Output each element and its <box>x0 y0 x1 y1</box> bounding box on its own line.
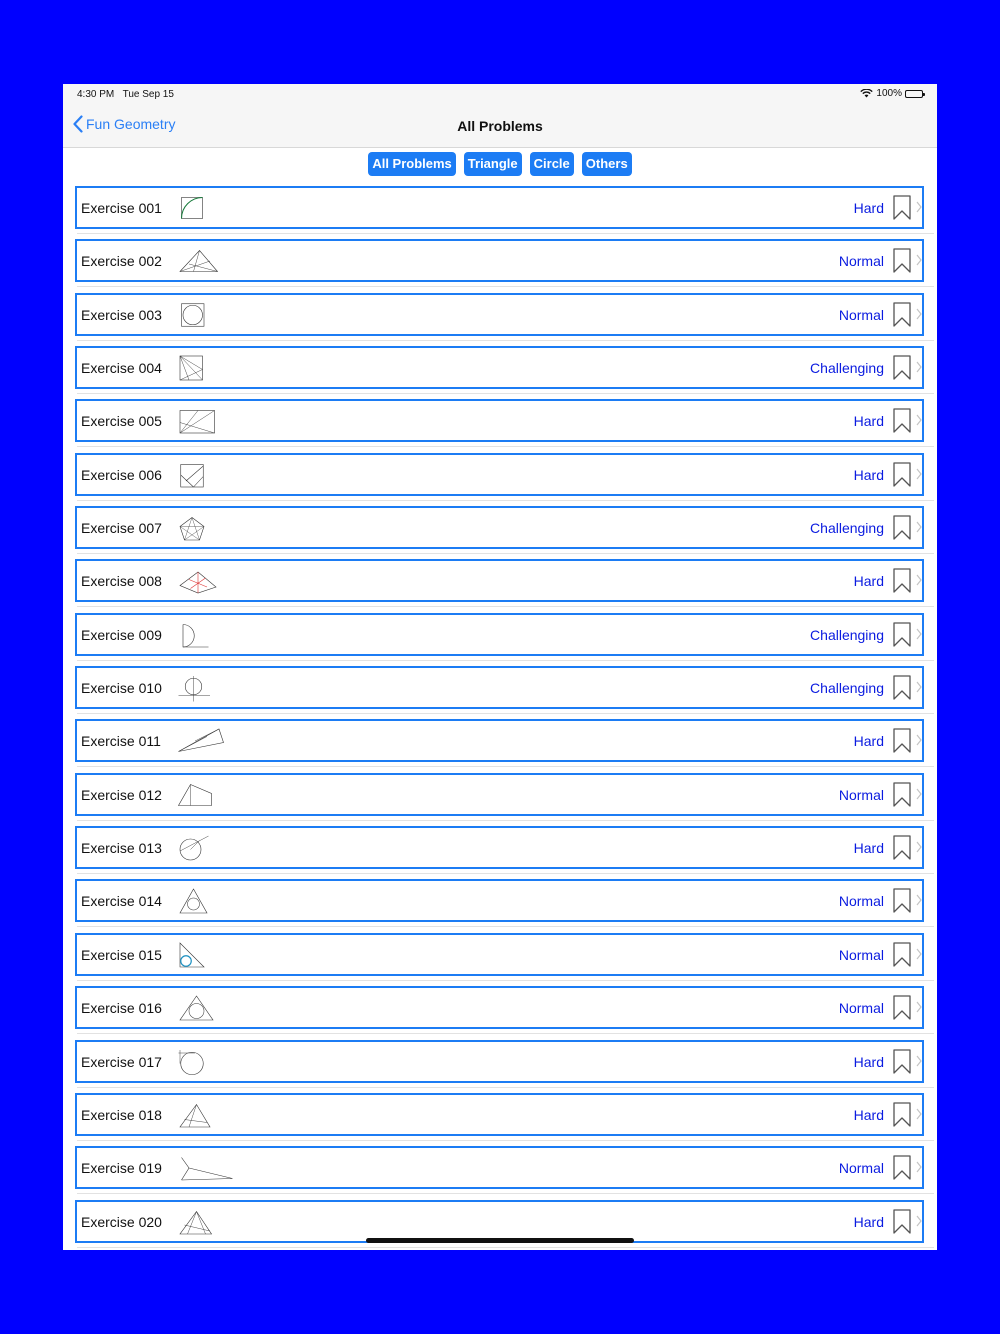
exercise-title: Exercise 019 <box>81 1160 162 1177</box>
filter-bar <box>63 152 937 176</box>
chevron-right-icon <box>916 788 922 800</box>
list-item[interactable] <box>75 186 924 229</box>
ipad-screen <box>63 84 937 1250</box>
exercise-title: Exercise 008 <box>81 573 162 590</box>
back-label: Fun Geometry <box>86 116 176 132</box>
exercise-title: Exercise 002 <box>81 253 162 270</box>
date-text: Tue Sep 15 <box>122 89 174 100</box>
exercise-title: Exercise 010 <box>81 680 162 697</box>
list-item[interactable] <box>75 826 924 869</box>
exercise-title: Exercise 009 <box>81 626 162 643</box>
geometry-diagram-icon <box>177 1150 237 1186</box>
difficulty-label: Hard <box>853 733 884 750</box>
geometry-diagram-icon <box>177 297 237 333</box>
geometry-diagram-icon <box>177 510 237 546</box>
wifi-icon <box>860 89 873 98</box>
bookmark-icon[interactable] <box>892 302 912 328</box>
list-item[interactable] <box>75 933 924 976</box>
bookmark-icon[interactable] <box>892 782 912 808</box>
chevron-right-icon <box>916 361 922 373</box>
geometry-diagram-icon <box>177 723 237 759</box>
status-right <box>860 88 923 99</box>
list-item[interactable] <box>75 1040 924 1083</box>
chevron-right-icon <box>916 681 922 693</box>
difficulty-label: Normal <box>838 1000 884 1017</box>
bookmark-icon[interactable] <box>892 1209 912 1235</box>
exercise-title: Exercise 016 <box>81 1000 162 1017</box>
bookmark-icon[interactable] <box>892 515 912 541</box>
difficulty-label: Hard <box>853 1213 884 1230</box>
exercise-title: Exercise 001 <box>81 200 162 216</box>
list-item[interactable] <box>75 719 924 762</box>
battery-percent: 100% <box>876 88 902 99</box>
list-item[interactable] <box>75 453 924 496</box>
filter-others[interactable]: Others <box>582 152 632 176</box>
difficulty-label: Challenging <box>810 360 884 377</box>
exercise-title: Exercise 004 <box>81 360 162 377</box>
chevron-right-icon <box>916 574 922 586</box>
bookmark-icon[interactable] <box>892 1049 912 1075</box>
geometry-diagram-icon <box>177 670 237 706</box>
bookmark-icon[interactable] <box>892 568 912 594</box>
exercise-title: Exercise 018 <box>81 1106 162 1123</box>
chevron-right-icon <box>916 1215 922 1227</box>
difficulty-label: Hard <box>853 1106 884 1123</box>
status-bar <box>63 84 937 106</box>
difficulty-label: Hard <box>853 413 884 430</box>
list-item[interactable] <box>75 666 924 709</box>
exercise-title: Exercise 007 <box>81 520 162 537</box>
bookmark-icon[interactable] <box>892 995 912 1021</box>
geometry-diagram-icon <box>177 457 237 493</box>
bookmark-icon[interactable] <box>892 728 912 754</box>
chevron-right-icon <box>916 948 922 960</box>
bookmark-icon[interactable] <box>892 1102 912 1128</box>
bookmark-icon[interactable] <box>892 888 912 914</box>
chevron-right-icon <box>916 254 922 266</box>
geometry-diagram-icon <box>177 1044 237 1080</box>
bookmark-icon[interactable] <box>892 622 912 648</box>
geometry-diagram-icon <box>177 350 237 386</box>
exercise-title: Exercise 003 <box>81 306 162 323</box>
bookmark-icon[interactable] <box>892 248 912 274</box>
exercise-title: Exercise 005 <box>81 413 162 430</box>
difficulty-label: Normal <box>838 786 884 803</box>
difficulty-label: Normal <box>838 1160 884 1177</box>
chevron-right-icon <box>916 308 922 320</box>
geometry-diagram-icon <box>177 243 237 279</box>
bookmark-icon[interactable] <box>892 1155 912 1181</box>
problem-list <box>75 186 924 1250</box>
geometry-diagram-icon <box>177 883 237 919</box>
difficulty-label: Hard <box>853 466 884 483</box>
geometry-diagram-icon <box>177 403 237 439</box>
status-time <box>77 89 174 100</box>
list-item[interactable] <box>75 773 924 816</box>
exercise-title: Exercise 013 <box>81 840 162 857</box>
list-item[interactable] <box>75 346 924 389</box>
chevron-right-icon <box>916 1108 922 1120</box>
difficulty-label: Normal <box>838 306 884 323</box>
geometry-diagram-icon <box>177 937 237 973</box>
list-item[interactable] <box>75 1093 924 1136</box>
exercise-title: Exercise 006 <box>81 466 162 483</box>
list-item[interactable] <box>75 1146 924 1189</box>
chevron-right-icon <box>916 841 922 853</box>
difficulty-label: Hard <box>853 840 884 857</box>
difficulty-label: Hard <box>853 200 884 216</box>
chevron-right-icon <box>916 1055 922 1067</box>
difficulty-label: Hard <box>853 573 884 590</box>
list-item[interactable] <box>75 879 924 922</box>
chevron-right-icon <box>916 201 922 213</box>
difficulty-label: Normal <box>838 893 884 910</box>
difficulty-label: Normal <box>838 946 884 963</box>
page-title: All Problems <box>457 118 543 134</box>
chevron-right-icon <box>916 468 922 480</box>
difficulty-label: Normal <box>838 253 884 270</box>
filter-triangle[interactable]: Triangle <box>464 152 522 176</box>
geometry-diagram-icon <box>177 1097 237 1133</box>
bookmark-icon[interactable] <box>892 942 912 968</box>
list-item[interactable] <box>75 399 924 442</box>
filter-all-problems[interactable]: All Problems <box>368 152 455 176</box>
chevron-right-icon <box>916 1161 922 1173</box>
exercise-title: Exercise 014 <box>81 893 162 910</box>
exercise-title: Exercise 015 <box>81 946 162 963</box>
chevron-right-icon <box>916 414 922 426</box>
exercise-title: Exercise 020 <box>81 1213 162 1230</box>
geometry-diagram-icon <box>177 563 237 599</box>
exercise-title: Exercise 011 <box>81 733 161 750</box>
navigation-bar <box>63 106 937 148</box>
bookmark-icon[interactable] <box>892 462 912 488</box>
geometry-diagram-icon <box>177 617 237 653</box>
list-item[interactable] <box>75 293 924 336</box>
geometry-diagram-icon <box>177 777 237 813</box>
exercise-title: Exercise 012 <box>81 786 162 803</box>
list-item[interactable] <box>75 506 924 549</box>
filter-circle[interactable]: Circle <box>530 152 574 176</box>
home-indicator[interactable] <box>366 1238 634 1243</box>
difficulty-label: Challenging <box>810 626 884 643</box>
bookmark-icon[interactable] <box>892 195 912 221</box>
chevron-right-icon <box>916 1001 922 1013</box>
battery-icon <box>905 90 923 98</box>
geometry-diagram-icon <box>177 190 237 226</box>
chevron-right-icon <box>916 628 922 640</box>
bookmark-icon[interactable] <box>892 408 912 434</box>
list-item[interactable] <box>75 1200 924 1243</box>
geometry-diagram-icon <box>177 1204 237 1240</box>
chevron-right-icon <box>916 521 922 533</box>
chevron-right-icon <box>916 734 922 746</box>
list-item[interactable] <box>75 613 924 656</box>
exercise-title: Exercise 017 <box>81 1053 162 1070</box>
bookmark-icon[interactable] <box>892 675 912 701</box>
list-item[interactable] <box>75 986 924 1029</box>
list-item[interactable] <box>75 239 924 282</box>
list-item[interactable] <box>75 559 924 602</box>
difficulty-label: Challenging <box>810 680 884 697</box>
bookmark-icon[interactable] <box>892 835 912 861</box>
geometry-diagram-icon <box>177 830 237 866</box>
geometry-diagram-icon <box>177 990 237 1026</box>
time-text: 4:30 PM <box>77 89 115 100</box>
chevron-right-icon <box>916 894 922 906</box>
difficulty-label: Hard <box>853 1053 884 1070</box>
bookmark-icon[interactable] <box>892 355 912 381</box>
difficulty-label: Challenging <box>810 520 884 537</box>
